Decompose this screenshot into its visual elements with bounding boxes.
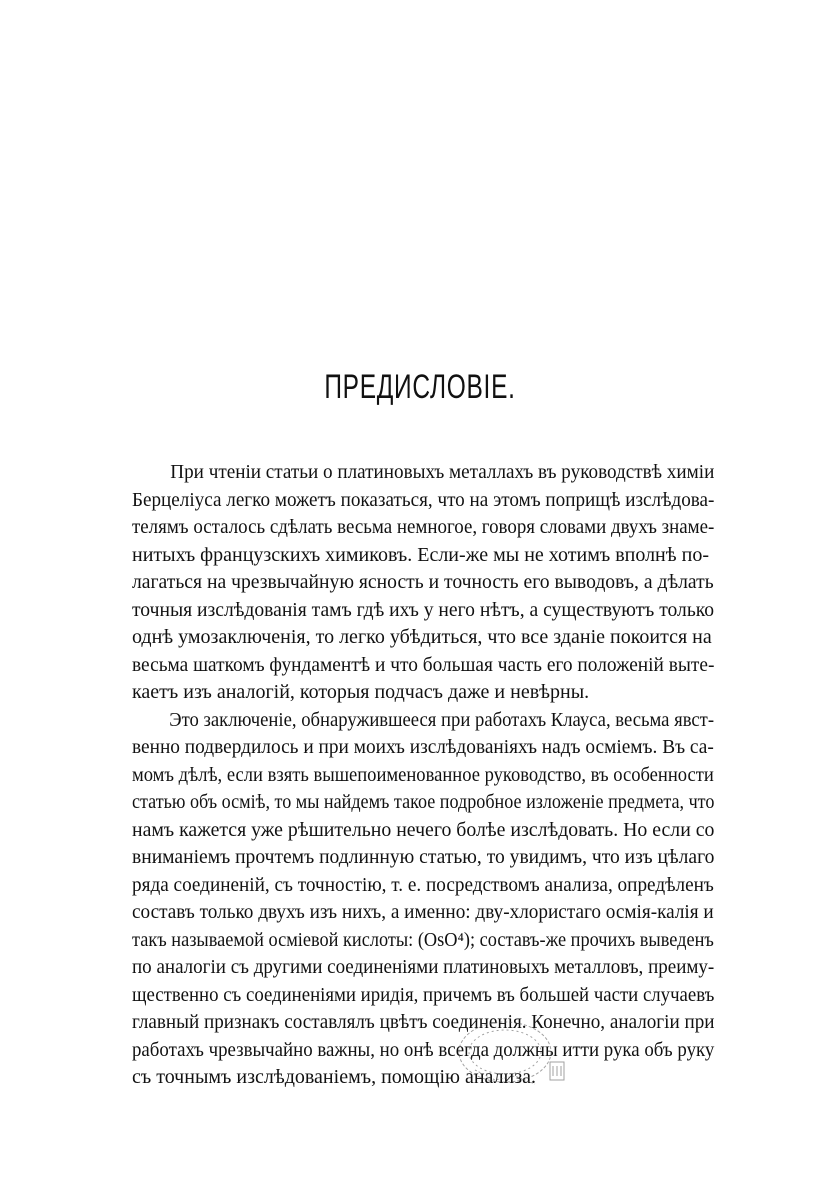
text-line: намъ кажется уже рѣшительно нечего болѣе изслѣдовать. Но если со [132,818,715,841]
text-line: момъ дѣлѣ, если взять вышепоименованное руководство, въ особенности [132,763,714,786]
text-line: Берцеліуса легко можетъ показаться, что на этомъ поприщѣ изслѣдова- [132,488,715,511]
text-line: главный признакъ составлялъ цвѣтъ соединенія. Конечно, аналогіи при [132,1011,715,1033]
text-line: каетъ изъ аналогій, которыя подчасъ даже и невѣрны. [132,681,590,703]
text-line: статью объ осміѣ, то мы найдемъ такое подробное изложеніе предмета, что [132,791,715,813]
text-line: весьма шаткомъ фундаментѣ и что большая часть его положеній выте- [132,653,715,676]
text-line: такъ называемой осміевой кислоты: (OsO⁴); составъ-же прочихъ выведенъ [132,928,714,951]
text-line: составъ только двухъ изъ нихъ, а именно: дву-хлористаго осмія-калія и [132,901,714,923]
text-line: по аналогіи съ другими соединеніями платиновыхъ металловъ, преиму- [132,956,715,978]
text-line: вниманіемъ прочтемъ подлинную статью, то увидимъ, что изъ цѣлаго [132,846,715,868]
text-line: венно подвердилось и при моихъ изслѣдованіяхъ надъ осміемъ. Въ са- [132,736,714,758]
text-line: точныя изслѣдованія тамъ гдѣ ихъ у него нѣтъ, а существуютъ только [132,598,715,621]
text-line: При чтеніи статьи о платиновыхъ металлахъ въ руководствѣ химіи [170,461,715,483]
text-line: лагаться на чрезвычайную ясность и точность его выводовъ, а дѣлать [132,571,714,593]
text-line: телямъ осталось сдѣлать весьма немногое, говоря словами двухъ знаме- [132,516,715,538]
text-line: съ точнымъ изслѣдованіемъ, помощію анализа. [132,1066,537,1088]
text-line: щественно съ соединеніями иридія, причемъ въ большей части случаевъ [132,983,715,1006]
text-line: Это заключеніе, обнаружившееся при работахъ Клауса, весьма явст- [169,708,715,731]
text-line: работахъ чрезвычайно важны, но онѣ всегда должны итти рука объ руку [132,1038,715,1061]
text-line: ряда соединеній, съ точностію, т. е. посредствомъ анализа, опредѣленъ [132,873,714,896]
text-line: однѣ умозаключенія, то легко убѣдиться, что все зданіе покоится на [132,626,712,648]
preface-body [132,459,714,1092]
text-line: нитыхъ французскихъ химиковъ. Если-же мы не хотимъ вполнѣ по- [132,543,709,566]
page-title: ПРЕДИСЛОВІЕ. [324,368,516,406]
